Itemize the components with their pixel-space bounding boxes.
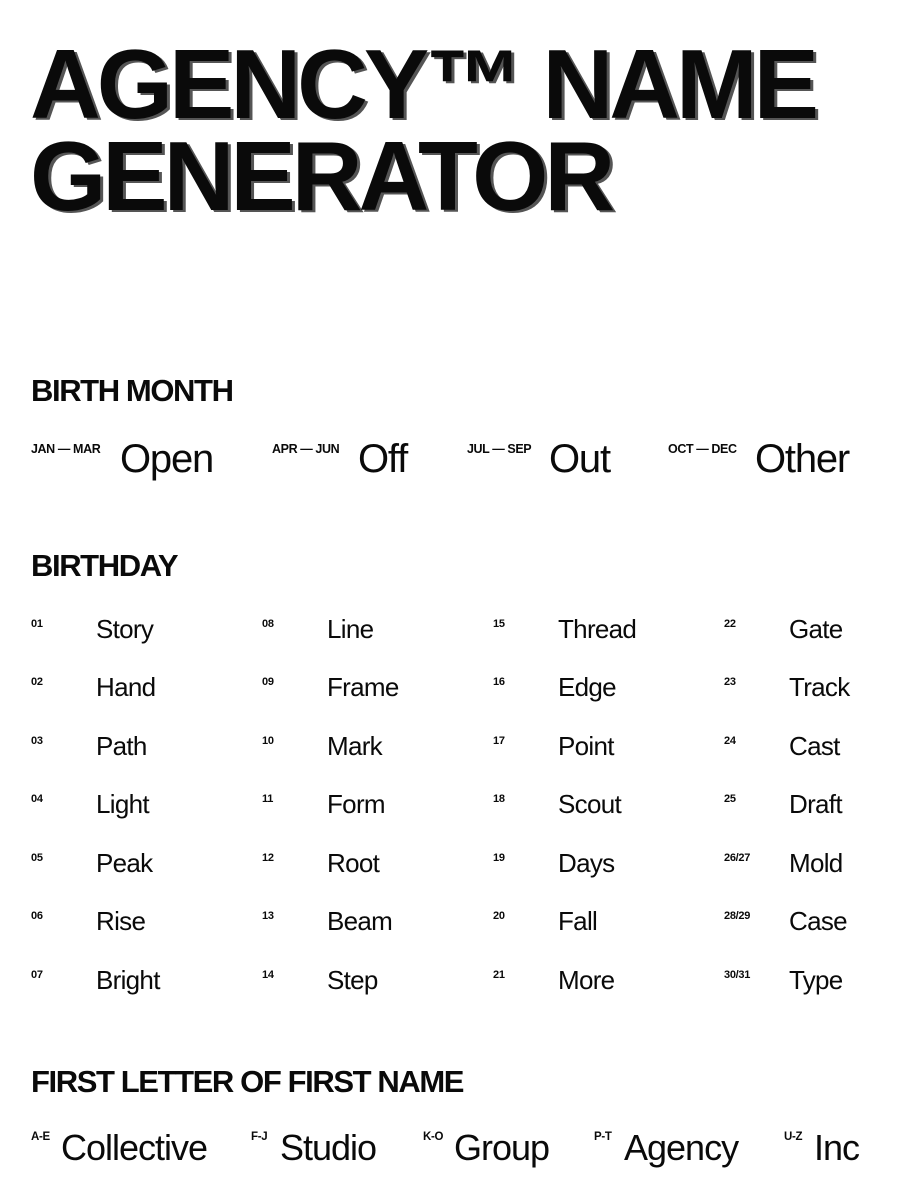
day-number: 01 <box>31 618 43 630</box>
month-word: Other <box>755 437 850 481</box>
day-number: 13 <box>262 910 274 922</box>
month-range: OCT — DEC <box>668 442 737 456</box>
day-word: Mold <box>789 848 843 878</box>
day-number: 04 <box>31 793 43 805</box>
day-number: 06 <box>31 910 43 922</box>
day-number: 25 <box>724 793 736 805</box>
day-number: 16 <box>493 676 505 688</box>
birth-month-list <box>0 436 913 486</box>
month-word: Open <box>120 437 214 481</box>
day-number: 14 <box>262 969 274 981</box>
day-word: Type <box>789 965 843 995</box>
letter-range: P-T <box>594 1131 612 1143</box>
title-line-2: GENERATOR <box>30 121 612 231</box>
page-title <box>30 29 816 231</box>
day-number: 17 <box>493 735 505 747</box>
day-number: 07 <box>31 969 43 981</box>
day-word: Path <box>96 731 147 761</box>
day-number: 28/29 <box>724 910 751 922</box>
day-word: Days <box>558 848 615 878</box>
month-word: Out <box>549 437 610 481</box>
letter-range: A-E <box>31 1131 50 1143</box>
day-number: 08 <box>262 618 274 630</box>
day-number: 30/31 <box>724 969 751 981</box>
day-word: Line <box>327 614 374 644</box>
letter-word: Collective <box>61 1127 208 1168</box>
day-number: 15 <box>493 618 505 630</box>
first-letter-heading: FIRST LETTER OF FIRST NAME <box>31 1064 464 1099</box>
day-number: 18 <box>493 793 505 805</box>
day-number: 19 <box>493 852 505 864</box>
day-number: 24 <box>724 735 736 747</box>
day-number: 03 <box>31 735 43 747</box>
title-line-1: AGENCY™ NAME <box>30 29 816 139</box>
month-range: JUL — SEP <box>467 442 532 456</box>
day-number: 26/27 <box>724 852 751 864</box>
day-number: 23 <box>724 676 736 688</box>
day-word: Bright <box>96 965 160 995</box>
letter-range: F-J <box>251 1131 268 1143</box>
day-word: Gate <box>789 614 843 644</box>
birth-month-heading: BIRTH MONTH <box>31 373 233 408</box>
day-word: Point <box>558 731 614 761</box>
day-number: 10 <box>262 735 274 747</box>
day-word: Rise <box>96 906 146 936</box>
day-word: Cast <box>789 731 840 761</box>
day-number: 21 <box>493 969 505 981</box>
day-word: Root <box>327 848 380 878</box>
month-range: APR — JUN <box>272 442 340 456</box>
day-word: Thread <box>558 614 637 644</box>
letter-word: Agency <box>624 1127 739 1168</box>
day-word: Frame <box>327 672 399 702</box>
day-word: Peak <box>96 848 153 878</box>
day-word: Form <box>327 789 385 819</box>
letter-word: Studio <box>280 1127 377 1168</box>
letter-word: Inc <box>814 1127 860 1168</box>
letter-range: K-O <box>423 1131 444 1143</box>
birthday-grid <box>0 613 913 1013</box>
day-number: 11 <box>262 793 274 805</box>
first-letter-list <box>0 1126 913 1176</box>
day-word: More <box>558 965 615 995</box>
month-word: Off <box>358 437 408 481</box>
day-word: Scout <box>558 789 621 819</box>
day-word: Story <box>96 614 154 644</box>
day-word: Edge <box>558 672 616 702</box>
day-word: Step <box>327 965 378 995</box>
birthday-heading: BIRTHDAY <box>31 548 178 583</box>
day-number: 12 <box>262 852 274 864</box>
day-word: Track <box>789 672 850 702</box>
day-number: 02 <box>31 676 43 688</box>
day-word: Fall <box>558 906 598 936</box>
day-word: Beam <box>327 906 393 936</box>
day-number: 22 <box>724 618 736 630</box>
day-word: Hand <box>96 672 156 702</box>
day-number: 09 <box>262 676 274 688</box>
day-word: Draft <box>789 789 842 819</box>
day-number: 20 <box>493 910 505 922</box>
day-number: 05 <box>31 852 43 864</box>
day-word: Case <box>789 906 847 936</box>
month-range: JAN — MAR <box>31 442 101 456</box>
letter-word: Group <box>454 1127 550 1168</box>
day-word: Mark <box>327 731 382 761</box>
day-word: Light <box>96 789 149 819</box>
letter-range: U-Z <box>784 1131 803 1143</box>
